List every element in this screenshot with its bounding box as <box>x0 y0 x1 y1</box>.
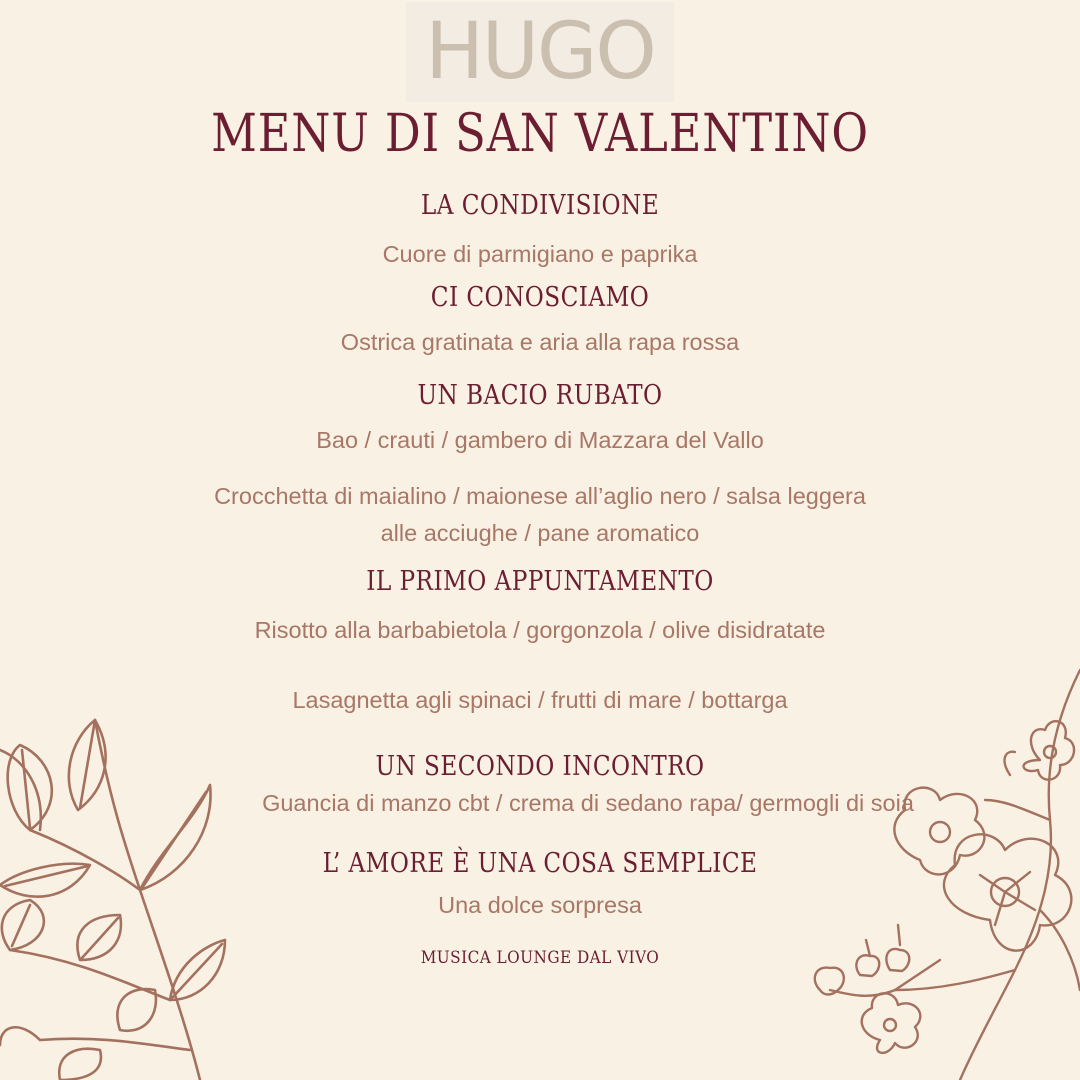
section-heading-condivisione: LA CONDIVISIONE <box>420 190 660 221</box>
dish-item: Guancia di manzo cbt / crema di sedano rapa/ germogli di soia <box>262 790 914 816</box>
dish-item: Bao / crauti / gambero di Mazzara del Vallo <box>316 427 764 453</box>
section-heading-conosciamo: CI CONOSCIAMO <box>430 282 650 313</box>
logo-box <box>406 2 674 102</box>
dish-item: alle acciughe / pane aromatico <box>380 520 700 546</box>
footer-note: MUSICA LOUNGE DAL VIVO <box>420 948 660 968</box>
cherry-blossom-icon <box>800 660 1080 1080</box>
section-heading-secondo-incontro: UN SECONDO INCONTRO <box>375 751 705 782</box>
page-title: MENU DI SAN VALENTINO <box>211 104 869 164</box>
dish-item: Cuore di parmigiano e paprika <box>382 241 698 267</box>
dish-item: Una dolce sorpresa <box>438 892 642 918</box>
dish-item: Lasagnetta agli spinaci / frutti di mare / bottarga <box>292 687 788 713</box>
section-heading-bacio-rubato: UN BACIO RUBATO <box>417 380 663 411</box>
leaf-branch-icon <box>0 700 240 1080</box>
section-heading-amore: L’ AMORE È UNA COSA SEMPLICE <box>322 848 758 879</box>
dish-item: Risotto alla barbabietola / gorgonzola / olive disidratate <box>254 617 826 643</box>
dish-item: Ostrica gratinata e aria alla rapa rossa <box>340 329 740 355</box>
logo: HUGO <box>425 7 655 97</box>
section-heading-primo-appuntamento: IL PRIMO APPUNTAMENTO <box>366 566 714 597</box>
dish-item: Crocchetta di maialino / maionese all’aglio nero / salsa leggera <box>214 483 866 509</box>
